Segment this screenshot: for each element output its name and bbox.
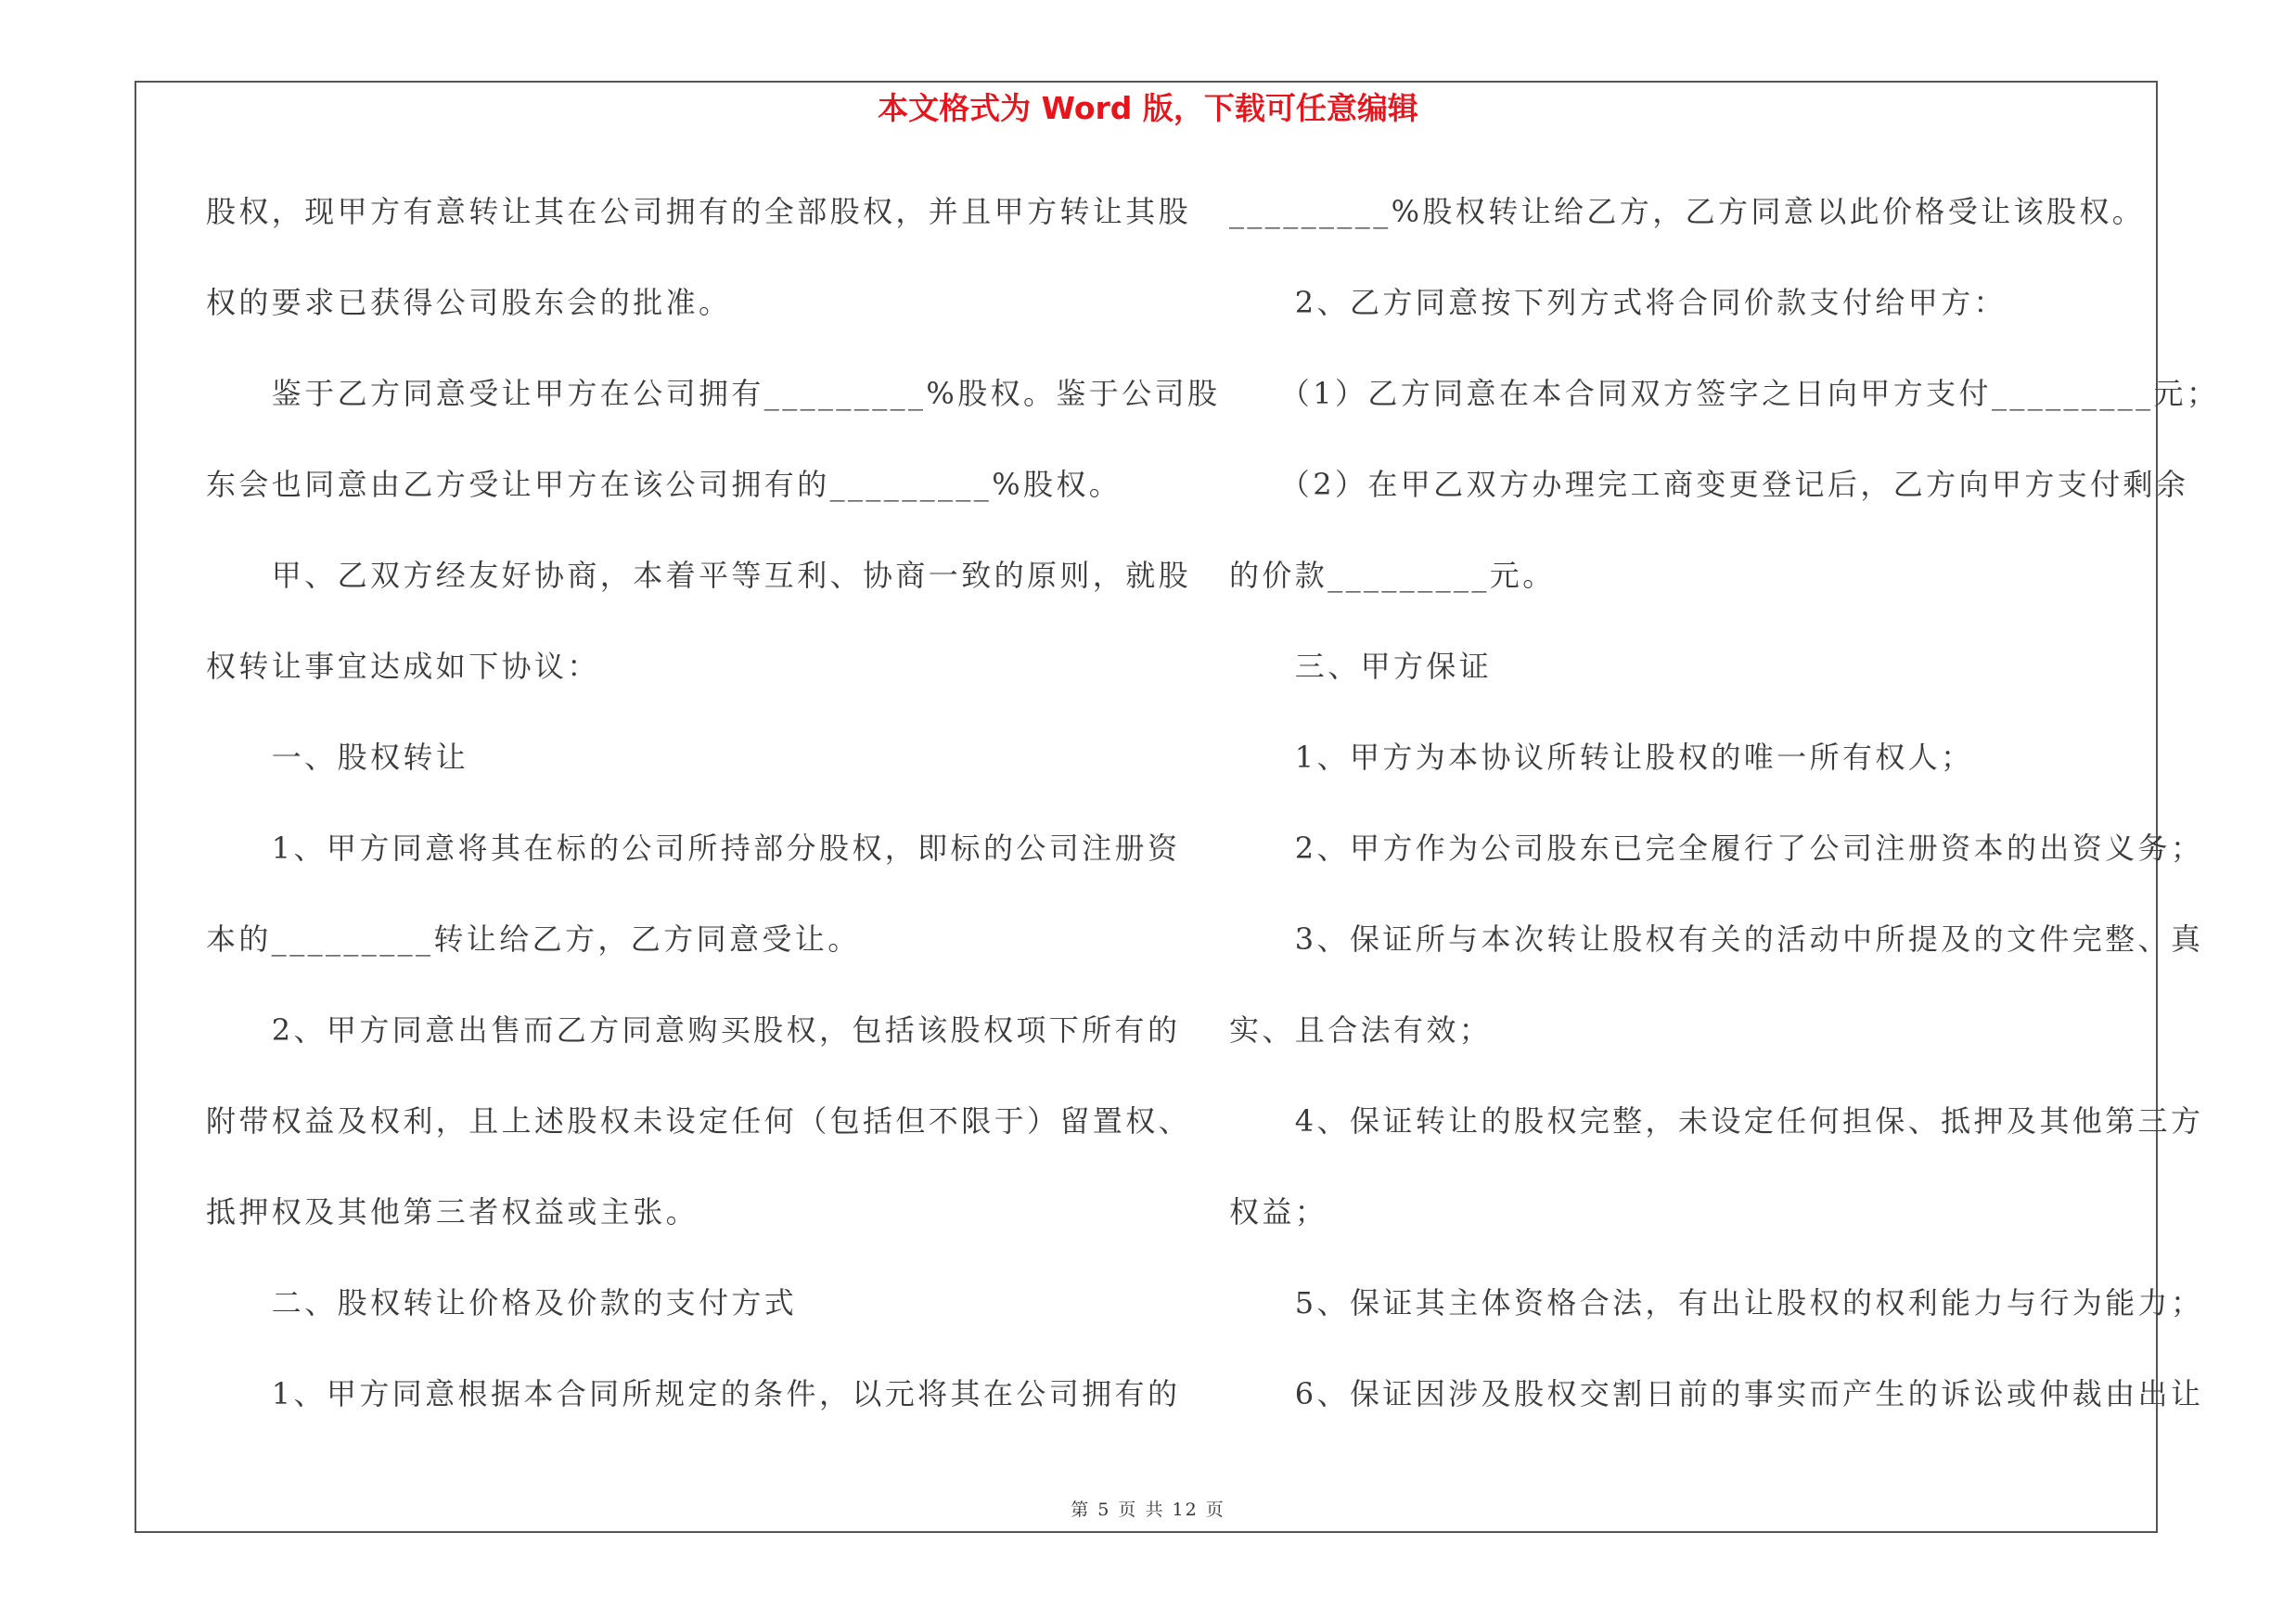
- paragraph-line: 抵押权及其他第三者权益或主张。: [206, 1194, 699, 1230]
- section-heading: 三、甲方保证: [1229, 649, 1493, 684]
- paragraph-line: 东会也同意由乙方受让甲方在该公司拥有的_________%股权。: [206, 467, 1122, 502]
- paragraph-line: 权益；: [1229, 1194, 1328, 1230]
- paragraph-line: 附带权益及权利，且上述股权未设定任何（包括但不限于）留置权、: [206, 1103, 1192, 1139]
- paragraph-line: 1、甲方为本协议所转让股权的唯一所有权人；: [1229, 740, 1974, 775]
- paragraph-line: 2、甲方同意出售而乙方同意购买股权，包括该股权项下所有的: [206, 1012, 1181, 1048]
- paragraph-line: 权转让事宜达成如下协议：: [206, 649, 600, 684]
- page-number-footer: 第 5 页 共 12 页: [1071, 1500, 1225, 1520]
- format-notice-banner: 本文格式为 Word 版，下载可任意编辑: [878, 90, 1418, 126]
- paragraph-line: （2）在甲乙双方办理完工商变更登记后，乙方向甲方支付剩余: [1229, 467, 2189, 502]
- paragraph-line: 6、保证因涉及股权交割日前的事实而产生的诉讼或仲裁由出让: [1229, 1376, 2204, 1411]
- left-text-column: [206, 186, 1221, 1459]
- paragraph-line: 2、甲方作为公司股东已完全履行了公司注册资本的出资义务；: [1229, 831, 2204, 866]
- paragraph-line: 2、乙方同意按下列方式将合同价款支付给甲方：: [1229, 285, 2007, 320]
- paragraph-line: 本的_________转让给乙方，乙方同意受让。: [206, 921, 861, 957]
- paragraph-line: _________%股权转让给乙方，乙方同意以此价格受让该股权。: [1229, 194, 2146, 229]
- paragraph-line: 1、甲方同意将其在标的公司所持部分股权，即标的公司注册资: [206, 831, 1181, 866]
- paragraph-line: 权的要求已获得公司股东会的批准。: [206, 285, 732, 320]
- paragraph-line: 的价款_________元。: [1229, 558, 1556, 593]
- paragraph-line: 3、保证所与本次转让股权有关的活动中所提及的文件完整、真: [1229, 921, 2204, 957]
- right-text-column: [1229, 186, 2220, 1459]
- paragraph-line: 鉴于乙方同意受让甲方在公司拥有_________%股权。鉴于公司股: [206, 376, 1221, 411]
- paragraph-line: 1、甲方同意根据本合同所规定的条件，以元将其在公司拥有的: [206, 1376, 1181, 1411]
- paragraph-line: 股权，现甲方有意转让其在公司拥有的全部股权，并且甲方转让其股: [206, 194, 1192, 229]
- paragraph-line: 4、保证转让的股权完整，未设定任何担保、抵押及其他第三方: [1229, 1103, 2204, 1139]
- paragraph-line: 5、保证其主体资格合法，有出让股权的权利能力与行为能力；: [1229, 1285, 2204, 1320]
- paragraph-line: （1）乙方同意在本合同双方签字之日向甲方支付_________元；: [1229, 376, 2220, 411]
- section-heading: 一、股权转让: [206, 740, 469, 775]
- paragraph-line: 实、且合法有效；: [1229, 1012, 1493, 1048]
- paragraph-line: 甲、乙双方经友好协商，本着平等互利、协商一致的原则，就股: [206, 558, 1192, 593]
- section-heading: 二、股权转让价格及价款的支付方式: [206, 1285, 798, 1320]
